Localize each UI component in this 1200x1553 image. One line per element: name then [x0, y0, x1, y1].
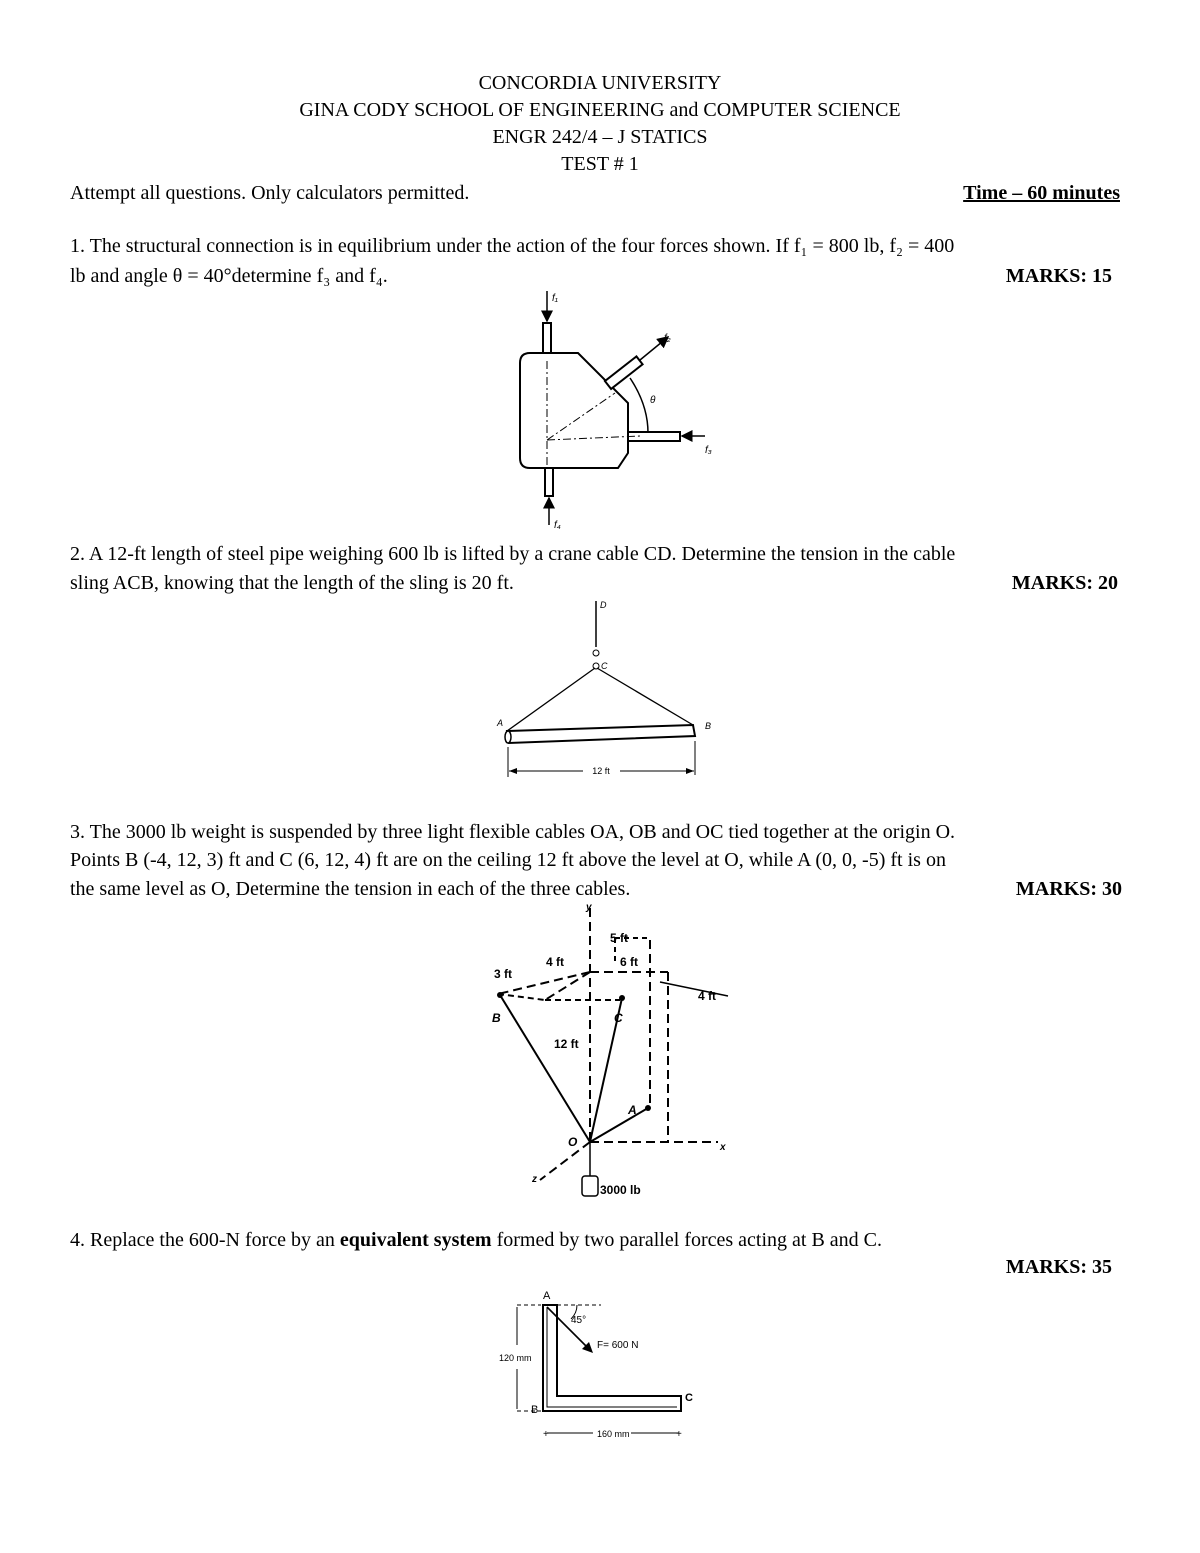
q3-axis-y: y	[586, 902, 592, 913]
q2-label-d: D	[600, 600, 607, 610]
q3-line2: Points B (-4, 12, 3) ft and C (6, 12, 4) ft are on the ceiling 12 ft above the level at O, while A (0, 0, -5) ft is on	[70, 849, 946, 871]
q4-line1	[70, 1228, 882, 1252]
time-limit: Time – 60 minutes	[963, 182, 1120, 204]
q2-line1: 2. A 12-ft length of steel pipe weighing 600 lb is lifted by a crane cable CD. Determine the tension in the cable	[70, 543, 956, 565]
course-title: ENGR 242/4 – J STATICS	[492, 126, 708, 148]
school-name: GINA CODY SCHOOL OF ENGINEERING and COMPUTER SCIENCE	[299, 99, 901, 121]
q1-label-f3: f₃	[705, 445, 712, 456]
q3-dim-4ft: 4 ft	[546, 955, 564, 969]
q2-label-a: A	[497, 718, 504, 728]
q3-label-a: A	[628, 1103, 637, 1117]
q4-marks: MARKS: 35	[1005, 1256, 1112, 1278]
q3-dim-3ft: 3 ft	[494, 967, 512, 981]
q4-text-post: formed by two parallel forces acting at B and C.	[491, 1229, 883, 1251]
q1-label-f1: f₁	[552, 293, 558, 304]
q1-label-f4: f₄	[554, 520, 561, 531]
q3-label-o: O	[568, 1135, 578, 1149]
q4-text-pre: 4. Replace the 600-N force by an	[70, 1229, 340, 1251]
q2-line2: sling ACB, knowing that the length of the sling is 20 ft.	[70, 572, 514, 594]
q4-label-force: F= 600 N	[597, 1340, 639, 1351]
q1-label-theta: θ	[650, 395, 656, 406]
q4-text-bold: equivalent system	[339, 1229, 492, 1251]
svg-text:+: +	[676, 1429, 682, 1440]
q1-line1: 1. The structural connection is in equilibrium under the action of the four forces shown. If f₁ = 800 lb, f₂ = 400	[70, 235, 955, 257]
svg-text:+: +	[543, 1429, 549, 1440]
q1-figure	[490, 285, 710, 535]
q2-label-b: B	[705, 721, 712, 731]
q4-label-b: B	[531, 1404, 539, 1416]
q2-label-length: 12 ft	[592, 766, 610, 776]
q4-label-c: C	[685, 1392, 693, 1404]
q3-axis-x: x	[720, 1142, 726, 1153]
q3-axis-z: z	[532, 1174, 537, 1185]
instructions: Attempt all questions. Only calculators permitted.	[70, 182, 470, 204]
q1-label-f2: f₂	[664, 333, 671, 344]
q4-dim-width: 160 mm	[597, 1429, 630, 1439]
q3-dim-5ft: 5 ft	[610, 931, 628, 945]
q3-label-c: C	[614, 1011, 623, 1025]
test-title: TEST # 1	[561, 153, 639, 175]
q3-marks: MARKS: 30	[1015, 878, 1122, 900]
q2-figure	[495, 595, 725, 785]
q3-dim-12ft: 12 ft	[554, 1037, 579, 1051]
q4-figure	[495, 1283, 715, 1453]
q2-label-c: C	[601, 661, 608, 671]
q3-label-b: B	[492, 1011, 501, 1025]
q3-dim-6ft: 6 ft	[620, 955, 638, 969]
q3-line1: 3. The 3000 lb weight is suspended by three light flexible cables OA, OB and OC tied together at the origin O.	[70, 821, 956, 843]
q2-marks: MARKS: 20	[1011, 572, 1118, 594]
q3-weight-label: 3000 lb	[600, 1183, 641, 1197]
q4-label-angle: 45°	[571, 1315, 587, 1326]
university-name: CONCORDIA UNIVERSITY	[478, 72, 722, 94]
q3-dim-4ft-b: 4 ft	[698, 989, 716, 1003]
q4-dim-height: 120 mm	[499, 1353, 532, 1363]
q3-line3: the same level as O, Determine the tension in each of the three cables.	[70, 878, 631, 900]
q4-label-a: A	[543, 1290, 551, 1302]
q1-line2: lb and angle θ = 40°determine f₃ and f₄.	[70, 265, 388, 287]
q1-marks: MARKS: 15	[1005, 265, 1112, 287]
q3-figure	[470, 900, 740, 1205]
